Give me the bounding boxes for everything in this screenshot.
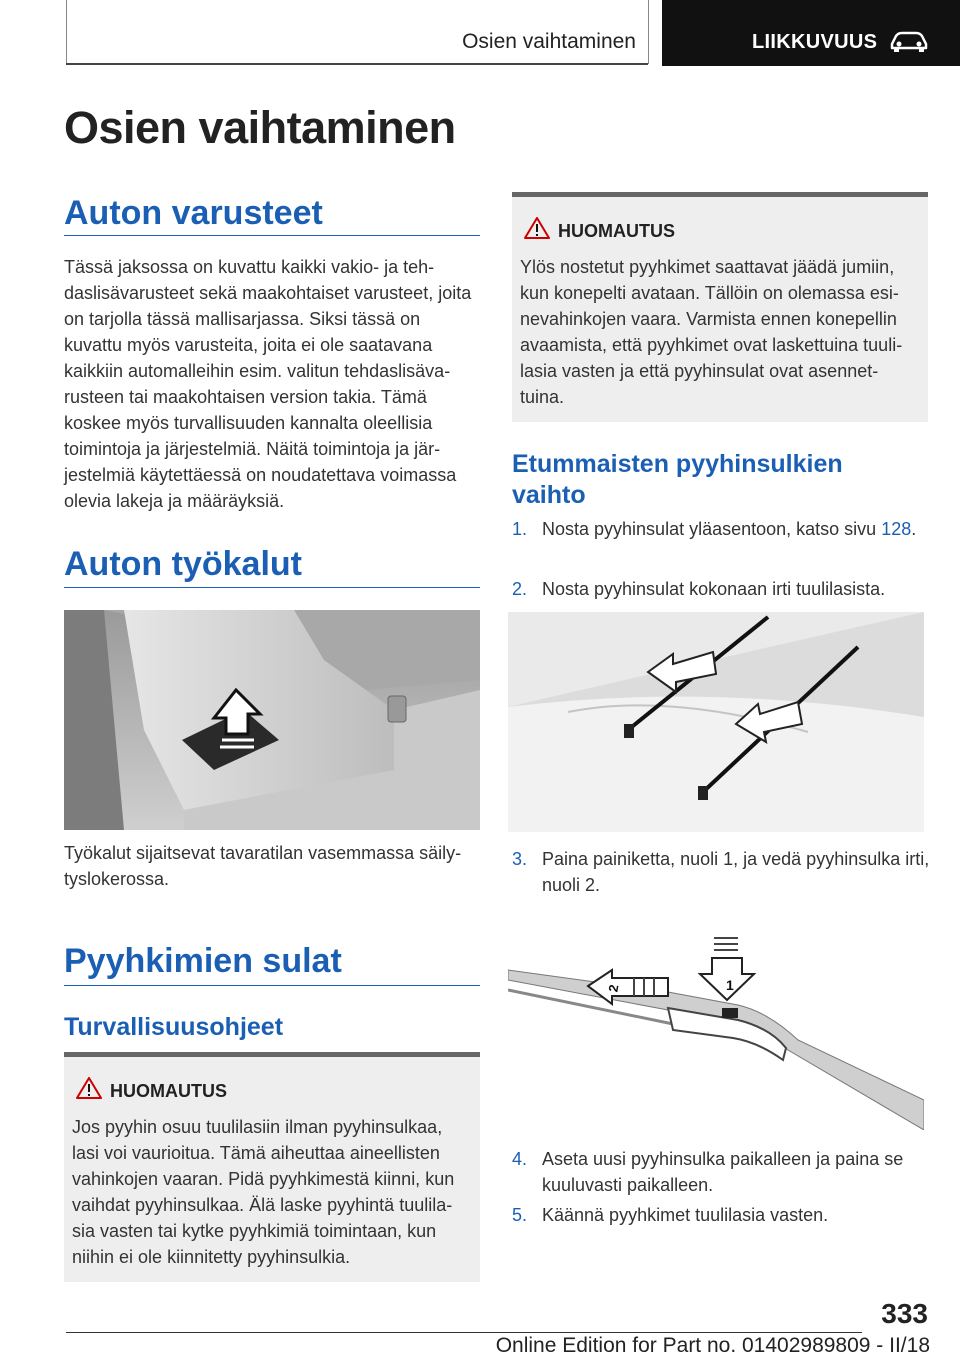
- arrow-label-1: 1: [726, 977, 734, 993]
- header-chapter-label: LIIKKUVUUS: [752, 31, 878, 53]
- arrow-label-2: 2: [605, 983, 622, 994]
- header-tab-divider: [648, 0, 649, 64]
- page-number: 333: [881, 1298, 928, 1329]
- warning-icon: [76, 1077, 102, 1099]
- footer-edition: Online Edition for Part no. 01402989809 - II/18: [495, 1334, 930, 1357]
- step-text: Paina painiketta, nuoli 1, ja vedä pyyhinsulka irti, nuoli 2.: [542, 849, 930, 895]
- header-rule: [66, 63, 648, 65]
- step-text: Nosta pyyhinsulat kokonaan irti tuulilasista.: [542, 579, 886, 599]
- step-number: 4.: [512, 1149, 528, 1169]
- step-text-end: .: [911, 519, 917, 539]
- step-number: 2.: [512, 579, 528, 599]
- tools-paragraph: Työkalut sijaitsevat tavaratilan vasemmassa säily-tyslokerossa.: [64, 843, 462, 889]
- step-text: Käännä pyyhkimet tuulilasia vasten.: [542, 1205, 829, 1225]
- page-title: Osien vaihtaminen: [64, 102, 456, 153]
- warning-note-left: [64, 1052, 480, 1282]
- heading-wipers: Pyyhkimien sulat: [64, 942, 342, 980]
- header-section-title: Osien vaihtaminen: [462, 30, 636, 53]
- step-number: 5.: [512, 1205, 528, 1225]
- heading-safety: Turvallisuusohjeet: [64, 1013, 284, 1041]
- heading-equipment: Auton varusteet: [64, 194, 323, 232]
- step-text: Aseta uusi pyyhinsulka paikalleen ja paina se kuuluvasti paikalleen.: [542, 1149, 904, 1195]
- header-left-border: [66, 0, 67, 64]
- car-icon: [888, 30, 930, 52]
- step-text: Nosta pyyhinsulat yläasentoon, katso sivu: [542, 519, 882, 539]
- page-link[interactable]: 128: [881, 519, 912, 539]
- footer-rule: [66, 1332, 862, 1333]
- step-number: 1.: [512, 519, 528, 539]
- heading-front-wipers: Etummaisten pyyhinsulkien vaihto: [512, 450, 843, 509]
- header-chapter-tab[interactable]: [662, 0, 960, 66]
- heading-tools: Auton työkalut: [64, 545, 302, 583]
- trunk-tools-image: [64, 610, 480, 830]
- wiper-blade-release-image: [508, 930, 924, 1130]
- warning-title: HUOMAUTUS: [110, 1081, 227, 1101]
- heading-rule: [64, 985, 480, 986]
- windshield-wipers-image: [508, 612, 924, 832]
- warning-icon: [524, 217, 550, 239]
- equipment-paragraph: Tässä jaksossa on kuvattu kaikki vakio- ja teh-daslisävarusteet sekä maakohtaiset varusteet, joita on tarjolla tässä mallisarjassa. Siksi tässä on kuvattu myös varusteita, joita ei ole saatavana kaikkiin automalleihin esim. valitun tehdaslisäva-rusteen tai maakohtaisen version takia. Tämä koskee myös turvallisuuden kannalta oleellisia toimintoja ja järjestelmiä. Näitä toimintoja ja jär-jestelmiä käytettäessä on noudatettava voimassa olevia lakeja ja määräyksiä.: [64, 257, 472, 511]
- warning-text: Ylös nostetut pyyhkimet saattavat jäädä jumiin, kun konepelti avataan. Tällöin on olemassa esi-nevahinkojen vaara. Varmista ennen konepellin avaamista, että pyyhkimet ovat laskettuina tuuli-lasia vasten ja että pyyhinsulat ovat asennet-tuina.: [520, 257, 903, 407]
- step-number: 3.: [512, 849, 528, 869]
- heading-rule: [64, 235, 480, 236]
- heading-rule: [64, 587, 480, 588]
- warning-note-right: [512, 192, 928, 422]
- warning-title: HUOMAUTUS: [558, 221, 675, 241]
- warning-text: Jos pyyhin osuu tuulilasiin ilman pyyhinsulkaa, lasi voi vaurioitua. Tämä aiheuttaa aineellisten vahinkojen vaaran. Pidä pyyhkimestä kiinni, kun vaihdat pyyhinsulkaa. Älä laske pyyhintä tuulila-sia vasten tai kytke pyyhkimiä toimintaan, kun niihin ei ole kiinnitetty pyyhinsulkia.: [72, 1117, 455, 1267]
